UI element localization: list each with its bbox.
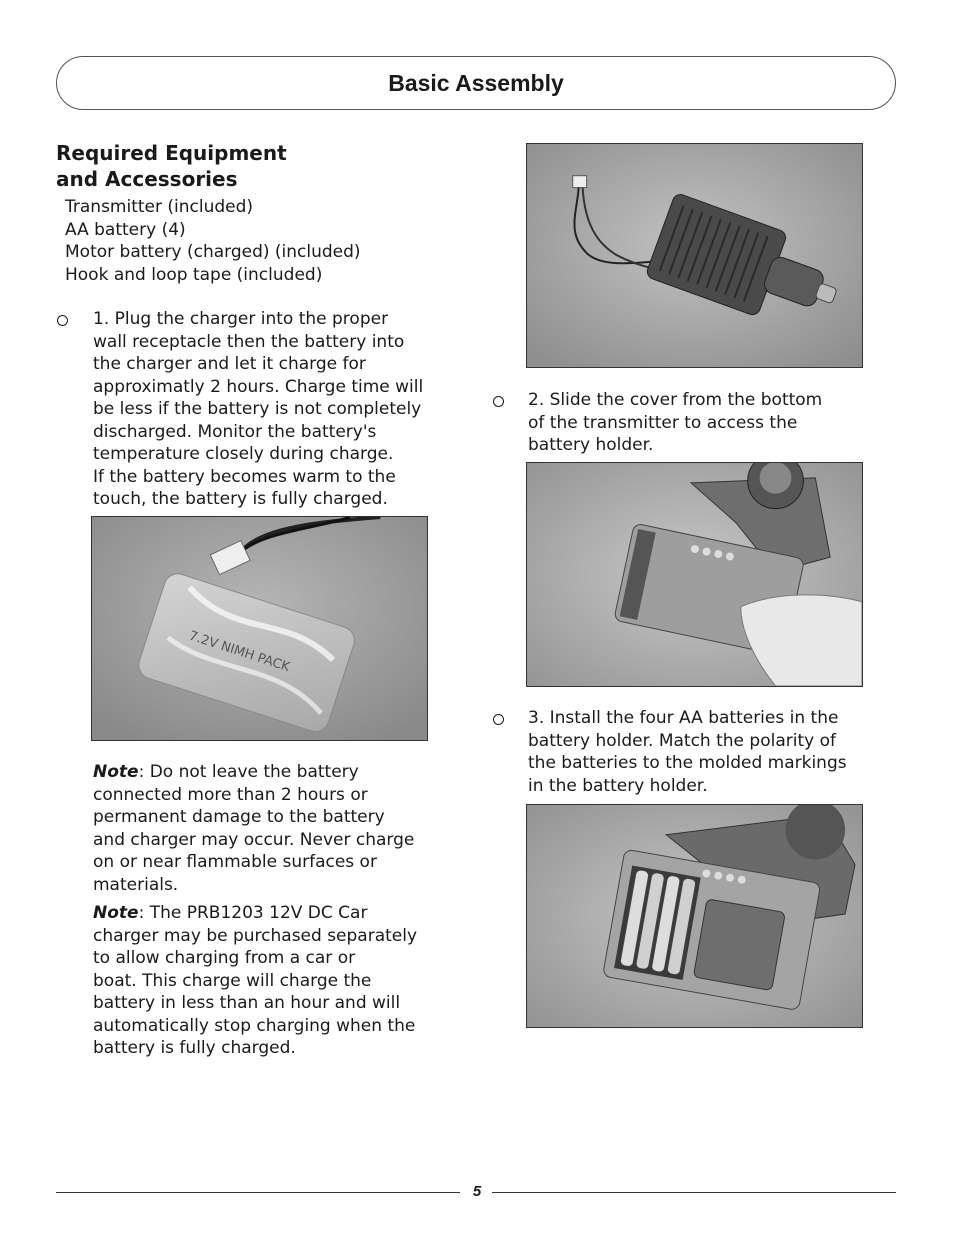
section-header (56, 56, 896, 110)
equipment-item: AA battery (4) (65, 219, 186, 240)
heading-line-1: Required Equipment (56, 141, 287, 165)
page-number: 5 (472, 1183, 482, 1200)
equipment-item: Hook and loop tape (included) (65, 264, 323, 285)
step-3-checkbox[interactable] (493, 714, 504, 725)
car-charger-photo (526, 143, 863, 368)
note-line: to allow charging from a car or (93, 948, 356, 968)
note-line: boat. This charge will charge the (93, 970, 372, 991)
note-label: Note (93, 762, 139, 782)
step-line: be less if the battery is not completely (93, 399, 422, 419)
note-line: connected more than 2 hours or (93, 784, 368, 805)
note-label: Note (93, 903, 139, 923)
step-line: of the transmitter to access the (528, 412, 798, 433)
battery-pack-label: 7.2V NIMH PACK (187, 628, 292, 676)
step-1-checkbox[interactable] (57, 315, 68, 326)
step-line: the batteries to the molded markings (528, 753, 847, 773)
step-line: discharged. Monitor the battery's (93, 421, 377, 442)
step-3-text (528, 707, 908, 797)
note-line: charger may be purchased separately (93, 925, 418, 946)
step-line: 2. Slide the cover from the bottom (528, 390, 823, 410)
note-line: on or near flammable surfaces or (93, 852, 377, 872)
step-line: 1. Plug the charger into the proper (93, 309, 389, 329)
battery-pack-photo (91, 516, 428, 741)
step-line: the charger and let it charge for (93, 354, 366, 374)
footer-rule-left (56, 1192, 460, 1193)
page-title: Basic Assembly (388, 69, 564, 96)
step-2-checkbox[interactable] (493, 396, 504, 407)
step-line: battery holder. (528, 435, 654, 455)
step-line: 3. Install the four AA batteries in the (528, 708, 839, 728)
note-line: battery in less than an hour and will (93, 993, 401, 1013)
step-line: temperature closely during charge. (93, 444, 394, 464)
transmitter-cover-photo (526, 462, 863, 687)
step-2-text (528, 389, 908, 457)
note-line: battery is fully charged. (93, 1038, 296, 1058)
equipment-list (65, 196, 361, 286)
note-2 (93, 902, 473, 1060)
note-line: materials. (93, 874, 179, 895)
equipment-item: Motor battery (charged) (included) (65, 242, 361, 262)
note-2-first-line (93, 902, 473, 925)
note-1-first-line (93, 761, 473, 784)
footer-rule-right (492, 1192, 896, 1193)
batteries-installed-photo (526, 804, 863, 1028)
note-line: automatically stop charging when the (93, 1015, 416, 1036)
step-1-text (93, 308, 473, 511)
note-text: : The PRB1203 12V DC Car (138, 903, 368, 923)
note-1 (93, 761, 473, 896)
step-line: approximatly 2 hours. Charge time will (93, 376, 424, 397)
step-line: touch, the battery is fully charged. (93, 489, 388, 509)
step-line: wall receptacle then the battery into (93, 331, 405, 352)
required-equipment-heading (56, 140, 356, 192)
equipment-item: Transmitter (included) (65, 197, 254, 217)
step-line: battery holder. Match the polarity of (528, 730, 836, 751)
heading-line-2: and Accessories (56, 167, 238, 191)
note-text: : Do not leave the battery (138, 762, 359, 782)
note-line: and charger may occur. Never charge (93, 829, 415, 850)
step-line: If the battery becomes warm to the (93, 466, 396, 487)
step-line: in the battery holder. (528, 775, 708, 796)
note-line: permanent damage to the battery (93, 807, 385, 827)
